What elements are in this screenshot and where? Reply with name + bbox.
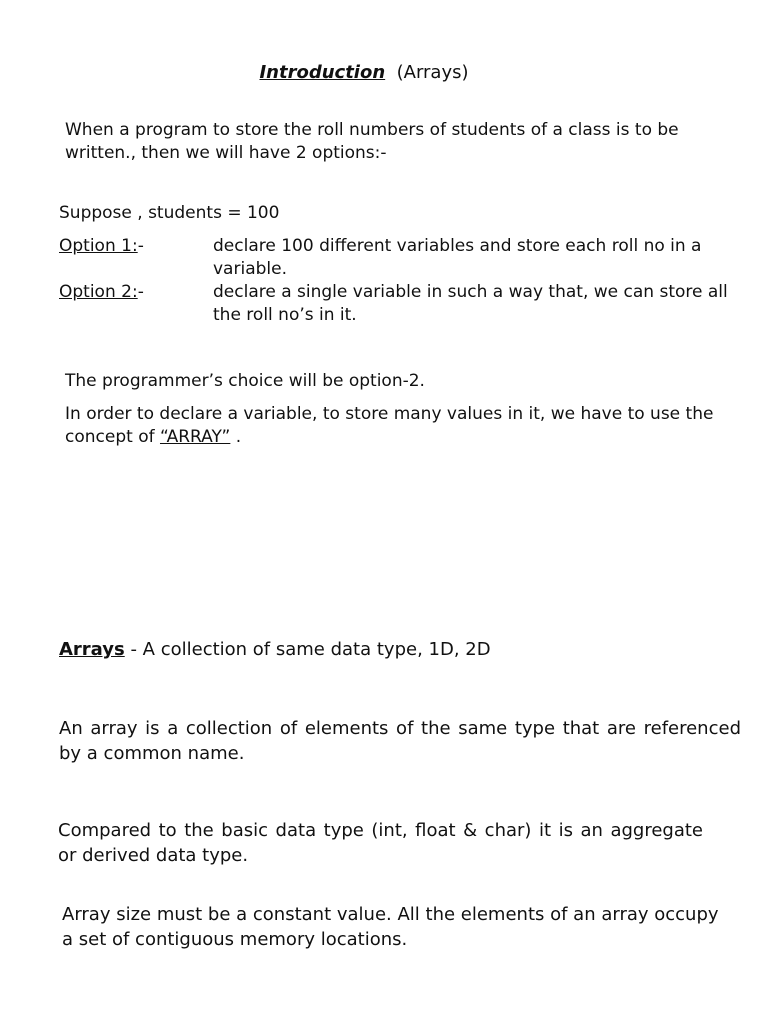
option-1-label: Option 1:- (59, 236, 144, 256)
size-paragraph: Array size must be a constant value. All the elements of an array occupy a set of contiguous memory locations. (62, 904, 719, 950)
intro-paragraph: When a program to store the roll numbers of students of a class is to be written., then we will have 2 options:- (65, 120, 679, 163)
page-title (0, 62, 728, 83)
arrays-heading: Arrays - A collection of same data type, 1D, 2D (59, 639, 491, 660)
definition-paragraph: An array is a collection of elements of the same type that are referenced by a common name. (59, 718, 741, 764)
option-1-text: declare 100 different variables and store each roll no in a variable. (213, 236, 702, 279)
compared-paragraph: Compared to the basic data type (int, float & char) it is an aggregate or derived data type. (58, 820, 703, 866)
arrays-term: Arrays (59, 639, 125, 660)
title-main: Introduction (259, 62, 386, 83)
suppose-line: Suppose , students = 100 (59, 203, 280, 223)
choice-line: The programmer’s choice will be option-2. (65, 371, 425, 391)
title-sub: (Arrays) (396, 62, 469, 83)
option-2-text: declare a single variable in such a way that, we can store all the roll no’s in it. (213, 282, 728, 325)
array-term: “ARRAY” (159, 427, 231, 447)
option-2-label: Option 2:- (59, 282, 144, 302)
concept-paragraph: In order to declare a variable, to store many values in it, we have to use the concept of “ARRAY” . (65, 404, 714, 447)
